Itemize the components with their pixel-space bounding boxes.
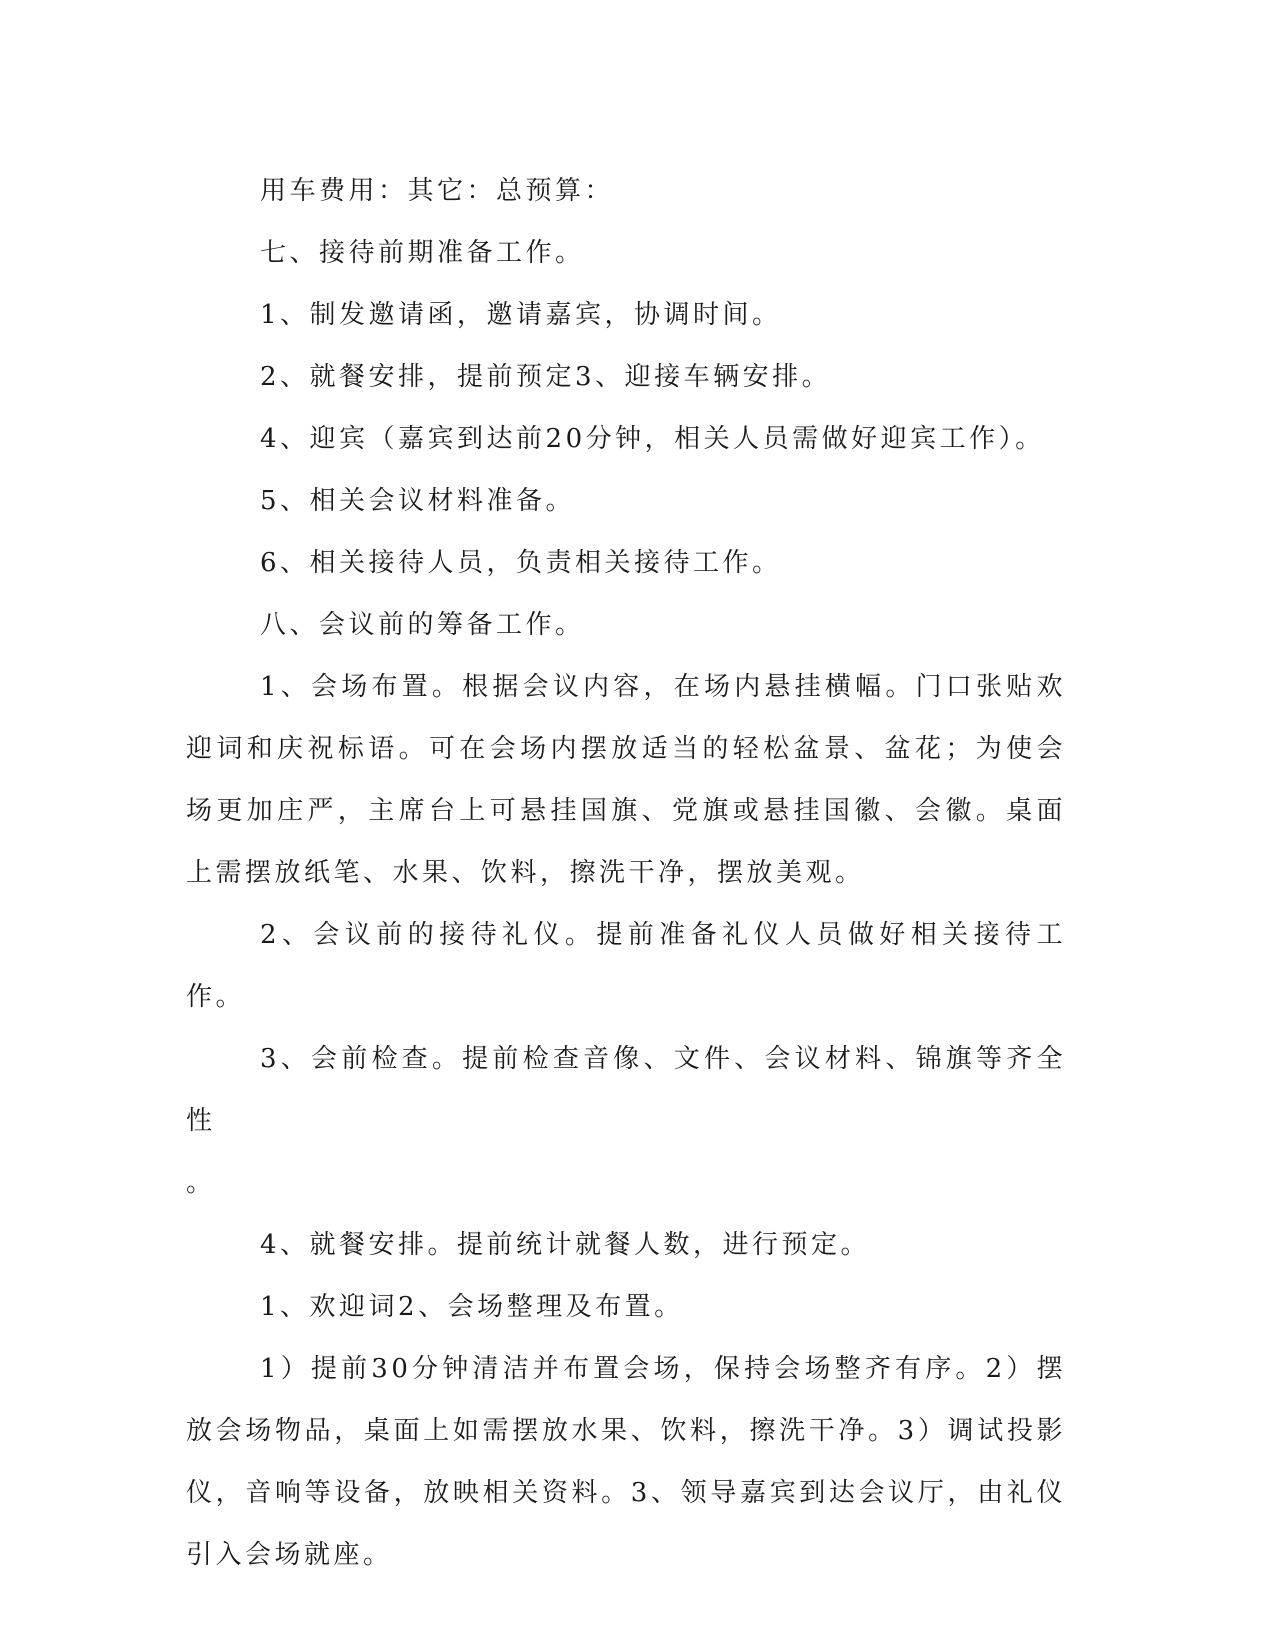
list-item: 4、就餐安排。提前统计就餐人数，进行预定。 (260, 1230, 871, 1260)
list-item: 1、会场布置。根据会议内容，在场内悬挂横幅。门口张贴欢迎词和庆祝标语。可在会场内摆放适当的轻松盆景、盆花；为使会场更加庄严，主席台上可悬挂国旗、党旗或悬挂国徽、会徽。桌面上需摆放纸笔、水果、饮料，擦洗干净，摆放美观。 (186, 672, 1066, 888)
list-item: 2、就餐安排，提前预定3、迎接车辆安排。 (260, 362, 832, 392)
list-item: 4、迎宾（嘉宾到达前20分钟，相关人员需做好迎宾工作）。 (260, 424, 1045, 454)
list-item: 3、会前检查。提前检查音像、文件、会议材料、锦旗等齐全性 (186, 1044, 1066, 1136)
list-item: 6、相关接待人员，负责相关接待工作。 (260, 548, 782, 578)
list-item: 2、会议前的接待礼仪。提前准备礼仪人员做好相关接待工作。 (186, 920, 1066, 1012)
paragraph-budget: 用车费用：其它：总预算： (260, 176, 615, 206)
list-item: 1、制发邀请函，邀请嘉宾，协调时间。 (260, 300, 782, 330)
document-body (186, 160, 1066, 1586)
orphan-punctuation: 。 (186, 1168, 216, 1198)
heading-section-8: 八、会议前的筹备工作。 (260, 610, 585, 640)
heading-section-7: 七、接待前期准备工作。 (260, 238, 585, 268)
list-item: 1）提前30分钟清洁并布置会场，保持会场整齐有序。2）摆放会场物品，桌面上如需摆放水果、饮料，擦洗干净。3）调试投影仪，音响等设备，放映相关资料。3、领导嘉宾到达会议厅，由礼仪引入会场就座。 (186, 1354, 1066, 1570)
list-item: 1、欢迎词2、会场整理及布置。 (260, 1292, 684, 1322)
list-item: 5、相关会议材料准备。 (260, 486, 576, 516)
